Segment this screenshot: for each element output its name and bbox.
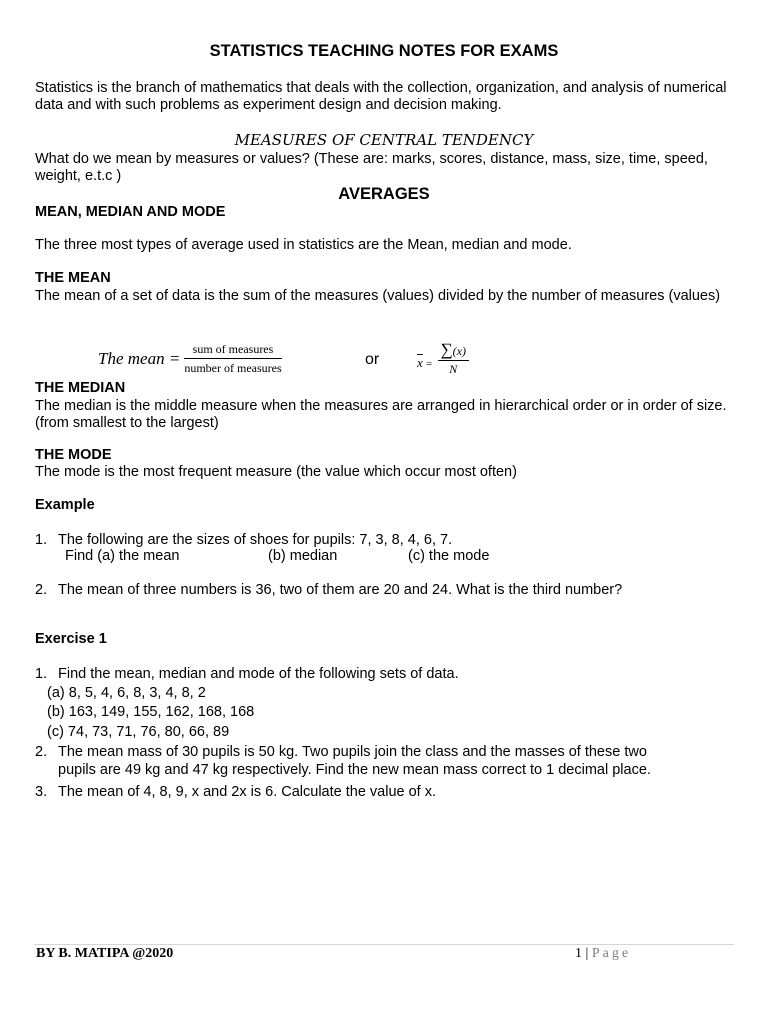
page-number: 1 xyxy=(575,946,582,961)
formula-numerator: sum of measures xyxy=(184,342,281,359)
formula-denominator: number of measures xyxy=(184,361,282,375)
mode-text: The mode is the most frequent measure (the value which occur most often) xyxy=(35,464,517,480)
formula-fraction xyxy=(184,342,281,376)
exercise-q2-line-2: pupils are 49 kg and 47 kg respectively. Find the new mean mass correct to 1 decimal place. xyxy=(58,762,651,778)
mean-text: The mean of a set of data is the sum of the measures (values) divided by the number of measures (values) xyxy=(35,288,721,304)
example-q1-part-b: (b) median xyxy=(268,548,338,564)
footer-divider xyxy=(34,944,734,945)
xbar-formula xyxy=(417,340,469,377)
exercise-question-3 xyxy=(35,782,437,802)
footer-page-indicator xyxy=(575,946,631,962)
list-number: 2. xyxy=(35,582,48,598)
exercise-question-2 xyxy=(35,742,647,762)
xbar-fraction xyxy=(438,340,469,377)
xbar-equals: = xyxy=(426,357,433,370)
footer-author: BY B. MATIPA @2020 xyxy=(36,946,174,961)
sigma-argument: (x) xyxy=(452,344,466,358)
mmm-heading: MEAN, MEDIAN AND MODE xyxy=(35,204,226,220)
mmm-text: The three most types of average used in statistics are the Mean, median and mode. xyxy=(35,237,572,253)
exercise-question-1 xyxy=(35,664,459,684)
exercise-q1-part-a: (a) 8, 5, 4, 6, 8, 3, 4, 8, 2 xyxy=(47,685,206,701)
formula-lhs: The mean = xyxy=(98,349,181,368)
xbar-symbol: $\overline{x}$ xyxy=(417,354,423,370)
list-number: 2. xyxy=(35,744,48,760)
example-heading: Example xyxy=(35,497,95,513)
formula-or: or xyxy=(365,351,380,368)
averages-heading: AVERAGES xyxy=(338,185,430,203)
exercise-q1-part-c: (c) 74, 73, 71, 76, 80, 66, 89 xyxy=(47,724,230,740)
example-question-1 xyxy=(35,530,453,550)
mean-heading: THE MEAN xyxy=(35,270,111,286)
mode-heading: THE MODE xyxy=(35,447,112,463)
list-number: 1. xyxy=(35,532,48,548)
list-number: 1. xyxy=(35,666,48,682)
exercise-q1-part-b: (b) 163, 149, 155, 162, 168, 168 xyxy=(47,704,255,720)
page-separator: | xyxy=(585,946,589,961)
exercise-q2-line-1: The mean mass of 30 pupils is 50 kg. Two pupils join the class and the masses of these two xyxy=(58,744,647,760)
exercise-heading: Exercise 1 xyxy=(35,631,107,647)
median-text: The median is the middle measure when the measures are arranged in hierarchical order or in order of size. (from smallest to the largest) xyxy=(35,398,727,431)
example-q1-part-c: (c) the mode xyxy=(408,548,490,564)
intro-paragraph: Statistics is the branch of mathematics that deals with the collection, organization, and analysis of numerical data and with such problems as experiment design and decision making. xyxy=(35,80,727,113)
example-q1-text: The following are the sizes of shoes for pupils: 7, 3, 8, 4, 6, 7. xyxy=(58,532,453,548)
mean-formula xyxy=(98,342,282,376)
example-q1-part-a: Find (a) the mean xyxy=(65,548,180,564)
measures-question: What do we mean by measures or values? (These are: marks, scores, distance, mass, size, time, speed, weight, e.t.c ) xyxy=(35,151,708,184)
median-heading: THE MEDIAN xyxy=(35,380,126,396)
exercise-q1-text: Find the mean, median and mode of the following sets of data. xyxy=(58,666,459,682)
sigma-symbol: ∑ xyxy=(440,340,453,359)
example-question-2 xyxy=(35,580,623,600)
central-tendency-heading: MEASURES OF CENTRAL TENDENCY xyxy=(234,131,534,149)
list-number: 3. xyxy=(35,784,48,800)
document-title: STATISTICS TEACHING NOTES FOR EXAMS xyxy=(209,42,559,60)
example-q2-text: The mean of three numbers is 36, two of them are 20 and 24. What is the third number? xyxy=(58,582,623,598)
count-symbol: N xyxy=(449,362,458,376)
page-label: Page xyxy=(591,946,632,961)
exercise-q3-text: The mean of 4, 8, 9, x and 2x is 6. Calculate the value of x. xyxy=(58,784,437,800)
